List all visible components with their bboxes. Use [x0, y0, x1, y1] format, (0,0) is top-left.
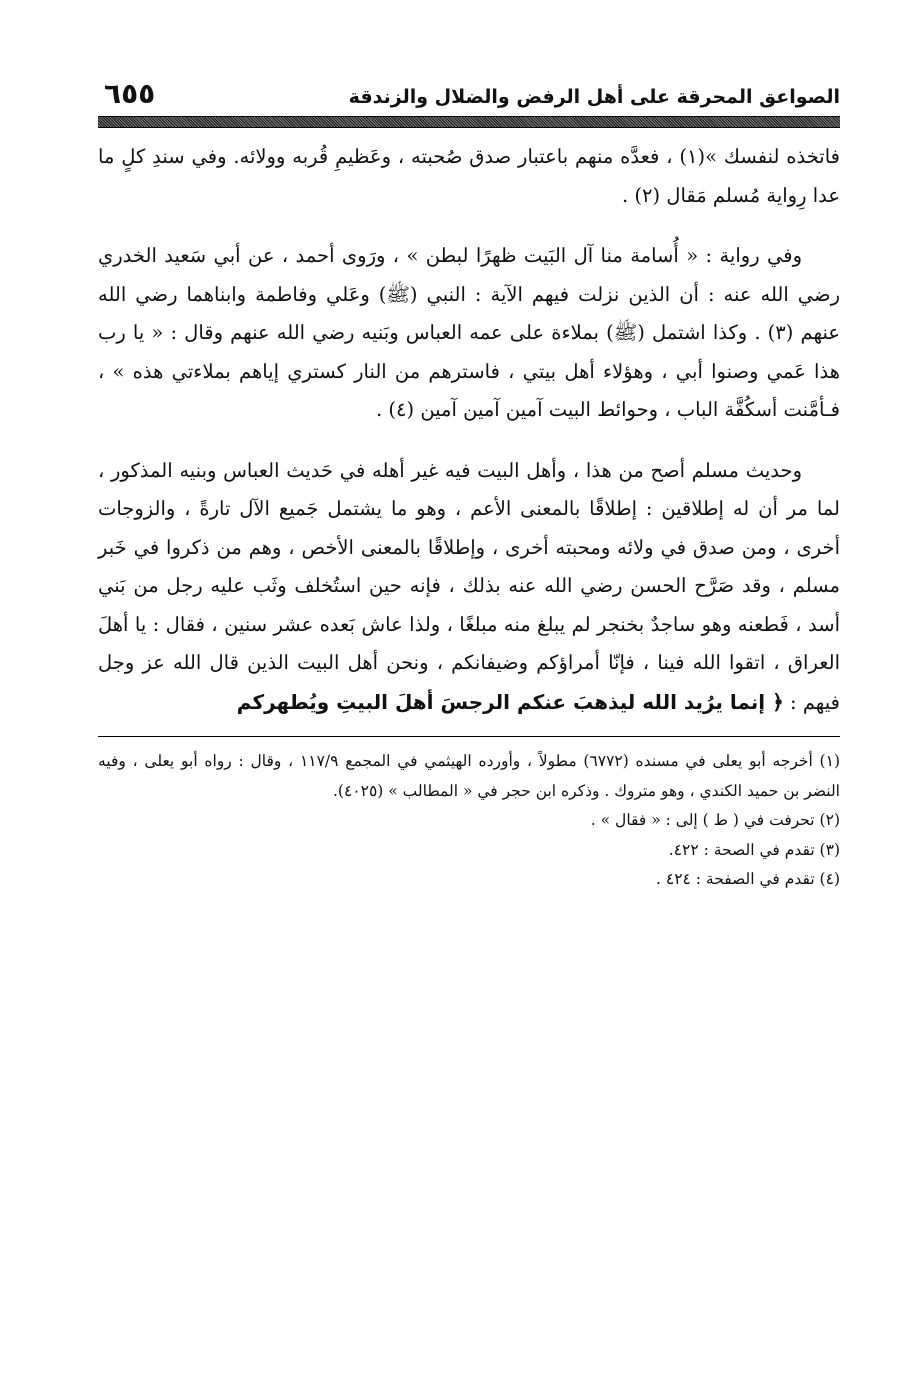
footnote: (٤) تقدم في الصفحة : ٤٢٤ . [656, 870, 840, 888]
footnote: (٢) تحرفت في ( ط ) إلى : « فقال » . [590, 811, 840, 829]
paragraph [98, 452, 840, 723]
paragraph: فاتخذه لنفسك »(١) ، فعدَّه منهم باعتبار صدق صُحبته ، وعَظيمِ قُربه وولائه. وفي سندِ كلٍ ما عدا رِواية مُسلم مَقال (٢) . [98, 145, 841, 207]
paragraph-text: وحديث مسلم أصح من هذا ، وأهل البيت فيه غير أهله في حَديث العباس وبنيه المذكور ، لما مر أن له إطلاقين : إطلاقًا بالمعنى الأعم ، وهو ما يشتمل جَميع الآل تارةً ، والزوجات أخرى ، ومن صدق في ولائه ومحبته أخرى ، وإطلاقًا بالمعنى الأخص ، وهم من ذكروا في خَبر مسلم ، وقد صَرَّح الحسن رضي الله عنه بذلك ، فإنه حين استُخلف وثَب عليه رجل من بَني أسد ، فَطعنه وهو ساجدٌ بخنجر لم يبلغ منه مبلغًا ، ولذا عاش بَعده عشر سنين ، فقال : يا أهلَ العراق ، اتقوا الله فينا ، فإنّا أمراؤكم وضيفانكم ، ونحن أهل البيت الذين قال الله عز وجل فيهم : [98, 458, 840, 714]
book-page [98, 70, 840, 895]
footnotes [98, 747, 840, 895]
running-title: الصواعق المحرقة على أهل الرفض والضلال والزندقة [348, 86, 840, 108]
paragraph: وفي رواية : « أُسامة منا آل البَيت ظهرًا لبطن » ، ورَوى أحمد ، عن أبي سَعيد الخدري رضي الله عنه : أن الذين نزلت فيهم الآية : النبي (ﷺ) وعَلي وفاطمة وابناهما رضي الله عنهم (٣) . وكذا اشتمل (ﷺ) بملاءة على عمه العباس وبَنيه رضي الله عنهم وقال : « يا رب هذا عَمي وصنوا أبي ، وهؤلاء أهل بيتي ، فاسترهم من النار كستري إياهم بملاءتي هذه » ، فـأمَّنت أسكُفَّة الباب ، وحوائط البيت آمين آمين آمين (٤) . [98, 244, 840, 421]
header-rule [98, 116, 840, 128]
footnote: (٣) تقدم في الصحة : ٤٢٢. [668, 840, 840, 859]
footnote: (١) أخرجه أبو يعلى في مسنده (٦٧٧٢) مطولاً ، وأورده الهيثمي في المجمع ١١٧/٩ ، وقال : رواه أبو يعلى ، وفيه النضر بن حميد الكندي ، وهو متروك . وذكره ابن حجر في « المطالب » (٤٠٢٥). [98, 752, 840, 800]
main-text [98, 138, 840, 722]
footnote-separator [98, 736, 840, 737]
quran-verse: ﴿ إنما يرُيد الله ليذهبَ عنكم الرجسَ أهلَ البيتِ ويُطهركم [236, 689, 784, 714]
page-header [98, 70, 840, 108]
page-number: ٦٥٥ [104, 77, 156, 110]
